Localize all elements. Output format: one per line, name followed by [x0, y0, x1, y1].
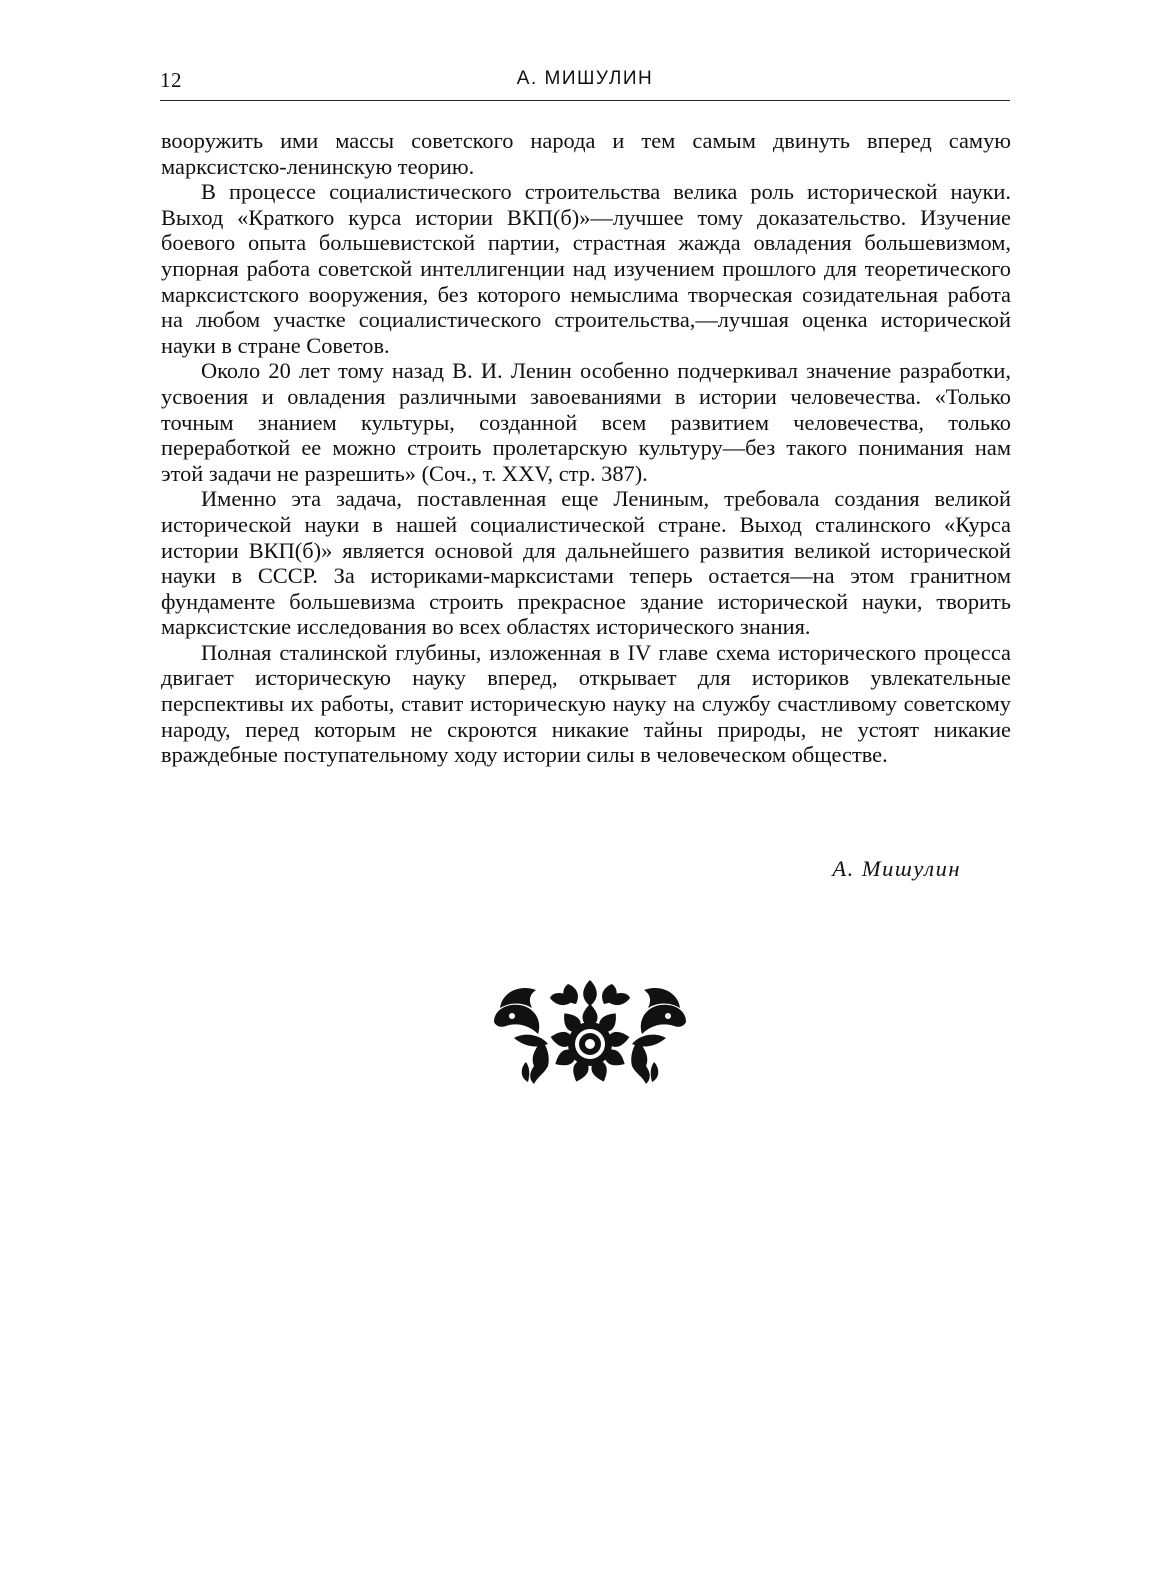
paragraph-2: В процессе социалистического строительства велика роль исторической науки. Выход «Краткого курса истории ВКП(б)»—лучшее тому доказательство. Изучение боевого опыта большевистской партии, страстная жажда овладения большевизмом, упорная работа советской интеллигенции над изучением прошлого для теоретического марксистского вооружения, без которого немыслима творческая созидательная работа на любом участке социалистического строительства,—лучшая оценка исторической науки в стране Советов.: [161, 179, 1011, 358]
article-body: [161, 128, 1011, 768]
author-signature: А. Мишулин: [832, 856, 961, 881]
paragraph-1: вооружить ими массы советского народа и тем самым двинуть вперед самую марксистско-ленинскую теорию.: [161, 128, 1011, 179]
paragraph-4: Именно эта задача, поставленная еще Лениным, требовала создания великой исторической науки в нашей социалистической стране. Выход сталинского «Курса истории ВКП(б)» является основой для дальнейшего развития великой исторической науки в СССР. За историками-марксистами теперь остается—на этом гранитном фундаменте большевизма строить прекрасное здание исторической науки, творить марксистские исследования во всех областях исторического знания.: [161, 486, 1011, 640]
page-number: 12: [160, 68, 182, 92]
paragraph-3: Около 20 лет тому назад В. И. Ленин особенно подчеркивал значение разработки, усвоения и овладения различными завоеваниями в истории человечества. «Только точным знанием культуры, созданной всем развитием человечества, только переработкой ее можно строить пролетарскую культуру—без такого понимания нам этой задачи не разрешить» (Соч., т. XXV, стр. 387).: [161, 358, 1011, 486]
floral-ornament-icon: [490, 978, 690, 1088]
running-head: [160, 66, 1010, 101]
paragraph-5: Полная сталинской глубины, изложенная в IV главе схема исторического процесса двигает историческую науку вперед, открывает для историков увлекательные перспективы их работы, ставит историческую науку на службу счастливому советскому народу, перед которым не скроются никакие тайны природы, не устоят никакие враждебные поступательному ходу истории силы в человеческом обществе.: [161, 639, 1011, 768]
running-title: А. МИШУЛИН: [516, 68, 654, 89]
